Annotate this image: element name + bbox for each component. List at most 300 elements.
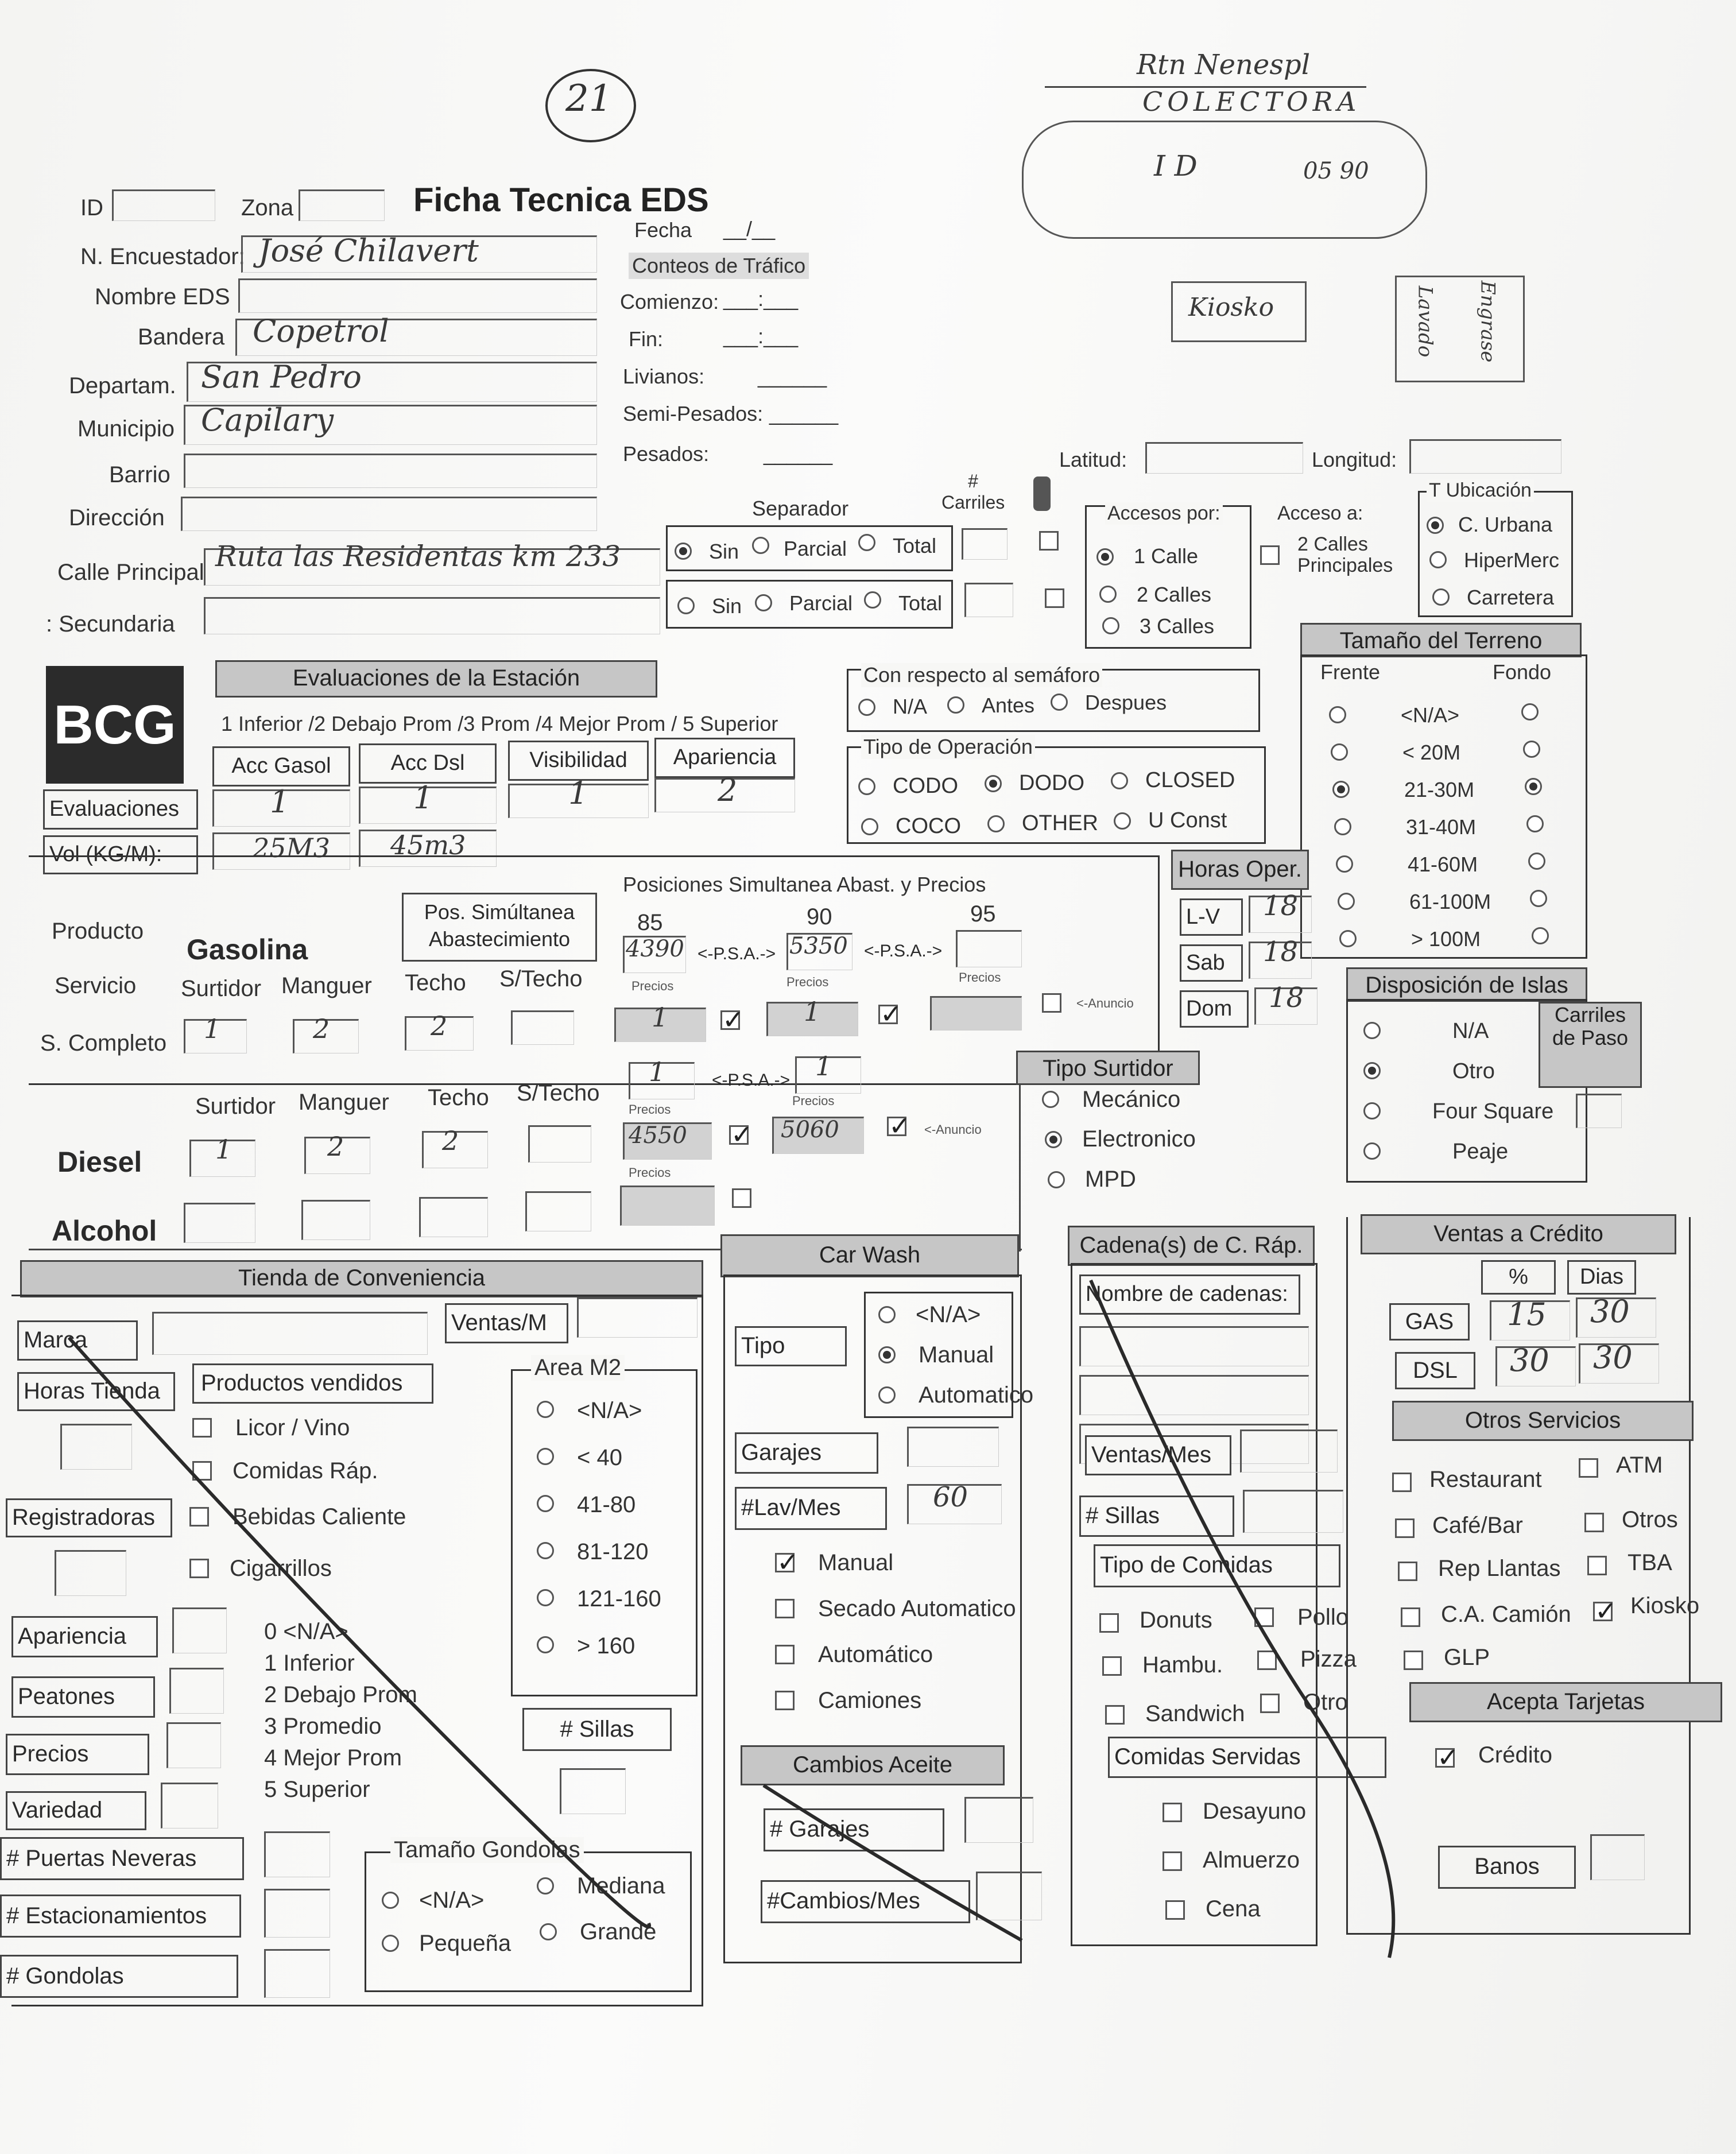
- barrio-label: Barrio: [109, 462, 170, 487]
- cigarrillos-label: Cigarrillos: [230, 1556, 332, 1581]
- tienda-ventas-label: Ventas/M: [451, 1310, 547, 1335]
- islas-option: Four Square: [1432, 1099, 1554, 1124]
- horas-sab-label: Sab: [1186, 951, 1225, 975]
- semipesados-field[interactable]: ______: [769, 402, 839, 425]
- productos-vendidos-label: Productos vendidos: [201, 1370, 403, 1396]
- bcg-logo: BCG: [46, 666, 184, 784]
- anuncio-label: <-Anuncio: [1076, 996, 1134, 1010]
- tienda-scale-item: 4 Mejor Prom: [264, 1745, 402, 1771]
- tienda-ventas-field[interactable]: [577, 1297, 698, 1338]
- secundaria-field[interactable]: [204, 597, 660, 634]
- tienda-precios-label: Precios: [12, 1741, 89, 1766]
- peatones-field[interactable]: [169, 1668, 224, 1714]
- d-anuncio2-check[interactable]: [887, 1117, 906, 1136]
- banos-label: Banos: [1474, 1854, 1540, 1879]
- acceso-a-opt: 2 Calles Principales: [1297, 533, 1393, 577]
- gasolina-label: Gasolina: [187, 933, 308, 966]
- pizza-check[interactable]: [1257, 1651, 1277, 1670]
- dsl-box: [1395, 1352, 1475, 1389]
- accesos-label: Accesos por:: [1105, 502, 1223, 525]
- cigarrillos-check[interactable]: [189, 1559, 209, 1578]
- licor-check[interactable]: [192, 1418, 212, 1438]
- terreno-fondo-radio[interactable]: [1528, 853, 1545, 870]
- marca-label: Marca: [24, 1327, 88, 1353]
- direccion-field[interactable]: [181, 497, 597, 531]
- surtidor-electronico-radio[interactable]: [1045, 1131, 1062, 1148]
- licor-label: Licor / Vino: [235, 1415, 350, 1440]
- islas-carriles-paso-text: Carriles de Paso: [1552, 1003, 1629, 1049]
- latitud-label: Latitud:: [1059, 448, 1127, 471]
- num-garajes-label: # Garajes: [770, 1816, 870, 1842]
- cambios-mes-label: #Cambios/Mes: [767, 1888, 920, 1913]
- traffic-light-icon: [1033, 476, 1051, 511]
- carwash-na: <N/A>: [916, 1302, 981, 1327]
- pollo-label: Pollo: [1297, 1605, 1348, 1630]
- carwash-na-radio[interactable]: [878, 1306, 896, 1323]
- otros-check[interactable]: [1584, 1513, 1604, 1532]
- g-manguer-label: Manguer: [281, 973, 372, 998]
- op-other-radio[interactable]: [987, 815, 1005, 832]
- carwash-automatico-radio[interactable]: [878, 1386, 896, 1404]
- area-option: > 160: [577, 1633, 636, 1659]
- tipo-comidas-label: Tipo de Comidas: [1100, 1552, 1273, 1578]
- gondolas-grande-radio[interactable]: [540, 1923, 557, 1940]
- num-garajes-field[interactable]: [964, 1797, 1033, 1843]
- evaluaciones-scale: 1 Inferior /2 Debajo Prom /3 Prom /4 Mejor Prom / 5 Superior: [221, 712, 778, 735]
- credito-dias-box: [1567, 1260, 1636, 1295]
- area-radio[interactable]: [537, 1495, 554, 1512]
- gas-dias-value: 30: [1590, 1293, 1630, 1330]
- nombre-cadenas-label: Nombre de cadenas:: [1086, 1282, 1288, 1306]
- d-anuncio1-check[interactable]: [729, 1125, 749, 1145]
- acceso-a-label: Acceso a:: [1277, 502, 1363, 524]
- d-psa1-value: 1: [649, 1056, 666, 1087]
- cadena-sillas-label: # Sillas: [1086, 1503, 1160, 1528]
- op-dodo: DODO: [1019, 771, 1084, 795]
- carriles1-field[interactable]: [962, 528, 1008, 560]
- d-surtidor-value: 1: [215, 1134, 232, 1165]
- acceso-3calles: 3 Calles: [1140, 614, 1215, 638]
- precios85-label: Precios: [631, 979, 674, 993]
- posiciones-label: Posiciones Simultanea Abast. y Precios: [623, 873, 986, 896]
- anuncio85-check[interactable]: [720, 1010, 740, 1030]
- op-closed: CLOSED: [1145, 768, 1235, 792]
- sep1-parcial-radio[interactable]: [752, 537, 769, 554]
- producto-right-line: [1019, 1085, 1021, 1252]
- credito-check[interactable]: [1435, 1748, 1455, 1768]
- registradoras-box: [6, 1498, 172, 1537]
- tienda-scale-item: 5 Superior: [264, 1777, 370, 1802]
- donuts-label: Donuts: [1140, 1607, 1212, 1633]
- comidas-servidas-label: Comidas Servidas: [1114, 1744, 1301, 1769]
- precios95-label: Precios: [959, 970, 1001, 985]
- op-dodo-radio[interactable]: [985, 775, 1002, 792]
- cw-camiones-check[interactable]: [775, 1691, 795, 1710]
- apariencia-box: [11, 1616, 158, 1657]
- variedad-field[interactable]: [161, 1783, 218, 1828]
- glp-check[interactable]: [1404, 1651, 1423, 1670]
- psa85-label: <-P.S.A.->: [698, 944, 776, 963]
- cw-manual-check[interactable]: [775, 1553, 795, 1572]
- terreno-frente-radio[interactable]: [1336, 855, 1353, 873]
- gondolas-mediana-radio[interactable]: [537, 1877, 554, 1895]
- municipio-value: Capilary: [201, 402, 334, 438]
- terreno-option: 61-100M: [1409, 890, 1491, 913]
- psa90-label: <-P.S.A.->: [864, 942, 943, 960]
- terreno-fondo-radio[interactable]: [1532, 927, 1549, 944]
- area-radio[interactable]: [537, 1401, 554, 1418]
- d-techo-value: 2: [442, 1125, 459, 1156]
- signature-note: Rtn Nenespl: [1137, 49, 1311, 81]
- islas-radio[interactable]: [1363, 1062, 1381, 1079]
- cadena-sillas-field[interactable]: [1243, 1490, 1343, 1533]
- d-manguer-label: Manguer: [299, 1090, 389, 1115]
- puertas-box: [0, 1837, 244, 1880]
- camion-label: C.A. Camión: [1441, 1602, 1571, 1627]
- g-stecho-label: S/Techo: [499, 966, 583, 991]
- terreno-fondo-radio[interactable]: [1521, 703, 1539, 720]
- islas-radio[interactable]: [1363, 1142, 1381, 1160]
- light1-check[interactable]: [1039, 531, 1059, 551]
- eval-visibilidad-value: 1: [568, 775, 588, 811]
- barrio-field[interactable]: [184, 454, 597, 488]
- d-stecho-field[interactable]: [528, 1125, 591, 1163]
- cadena-ventas-box: [1085, 1435, 1231, 1475]
- productos-vendidos-box: [192, 1363, 433, 1404]
- psa95-field[interactable]: [930, 996, 1022, 1030]
- terreno-frente-radio[interactable]: [1334, 818, 1351, 835]
- sep2-total: Total: [898, 591, 943, 615]
- glp-label: GLP: [1444, 1645, 1490, 1670]
- terreno-fondo-radio[interactable]: [1526, 815, 1544, 832]
- d-precios2-label: Precios: [792, 1094, 835, 1108]
- a-stecho-field[interactable]: [525, 1191, 591, 1231]
- almuerzo-label: Almuerzo: [1203, 1847, 1300, 1873]
- otro-label: Otro: [1303, 1690, 1348, 1715]
- gas-pct-value: 15: [1507, 1296, 1547, 1332]
- nombre-eds-field[interactable]: [238, 278, 597, 313]
- terreno-option: 41-60M: [1408, 853, 1478, 876]
- departam-value: San Pedro: [201, 359, 362, 395]
- sandwich-check[interactable]: [1105, 1705, 1125, 1725]
- tienda-scale-item: 2 Debajo Prom: [264, 1682, 417, 1707]
- kiosko-check[interactable]: [1593, 1602, 1613, 1621]
- area-option: 41-80: [577, 1492, 636, 1517]
- semipesados-label: Semi-Pesados:: [623, 402, 764, 425]
- surtidor-mecanico-radio[interactable]: [1042, 1091, 1059, 1108]
- ubicacion-carretera: Carretera: [1467, 586, 1555, 609]
- a-anuncio-check[interactable]: [732, 1188, 751, 1208]
- terreno-frente-radio[interactable]: [1332, 781, 1350, 798]
- g-techo-label: Techo: [405, 970, 466, 995]
- islas-option: N/A: [1452, 1019, 1489, 1043]
- op-codo: CODO: [893, 774, 958, 798]
- anuncio90-check[interactable]: [878, 1005, 898, 1024]
- cena-label: Cena: [1206, 1896, 1261, 1921]
- cadena-ventas-label: Ventas/Mes: [1091, 1442, 1212, 1467]
- cena-check[interactable]: [1165, 1900, 1185, 1920]
- area-radio[interactable]: [537, 1636, 554, 1653]
- acceso-1calle: 1 Calle: [1134, 544, 1199, 568]
- d-anuncio-label: <-Anuncio: [924, 1122, 982, 1137]
- livianos-label: Livianos:: [623, 365, 705, 388]
- evaluaciones-row-label: [43, 789, 198, 830]
- g-surtidor-value: 1: [204, 1013, 221, 1044]
- eval-apariencia-value: 2: [718, 772, 738, 808]
- dsl-dias-value: 30: [1593, 1339, 1633, 1376]
- calle-principal-label: Calle Principal: [57, 560, 204, 585]
- light2-check[interactable]: [1045, 588, 1064, 608]
- tba-check[interactable]: [1587, 1556, 1607, 1575]
- zona-label: Zona: [241, 195, 294, 220]
- area-radio[interactable]: [537, 1589, 554, 1606]
- d-surtidor-label: Surtidor: [195, 1094, 276, 1119]
- op-coco-radio[interactable]: [861, 818, 878, 835]
- bebidas-label: Bebidas Caliente: [232, 1504, 406, 1529]
- operacion-label: Tipo de Operación: [861, 735, 1035, 759]
- terreno-frente-radio[interactable]: [1331, 743, 1348, 761]
- comidas-label: Comidas Ráp.: [232, 1458, 378, 1483]
- estacionamientos-label: # Estacionamientos: [6, 1903, 207, 1928]
- pesados-label: Pesados:: [623, 442, 710, 466]
- producto-label: Producto: [52, 919, 144, 944]
- id-field[interactable]: [112, 189, 215, 221]
- eval-acc-gasol-value: 1: [270, 784, 290, 820]
- cadena-ventas-field[interactable]: [1240, 1429, 1338, 1473]
- sep1-total-radio[interactable]: [858, 534, 875, 551]
- atm-check[interactable]: [1579, 1458, 1598, 1478]
- horas-tienda-field[interactable]: [60, 1424, 132, 1470]
- gas-label: GAS: [1405, 1309, 1454, 1334]
- latitud-field[interactable]: [1145, 442, 1303, 474]
- terreno-frente-radio[interactable]: [1339, 930, 1357, 947]
- tienda-precios-field[interactable]: [166, 1722, 221, 1768]
- fin-field[interactable]: ___:___: [723, 324, 799, 348]
- desayuno-check[interactable]: [1162, 1803, 1182, 1822]
- cw-automatico-check[interactable]: [775, 1645, 795, 1664]
- pizza-label: Pizza: [1300, 1647, 1357, 1672]
- comidas-servidas-box: [1108, 1737, 1386, 1778]
- ubicacion-urbana-radio[interactable]: [1427, 517, 1444, 534]
- longitud-field[interactable]: [1409, 439, 1561, 474]
- bebidas-check[interactable]: [189, 1507, 209, 1527]
- area-radio[interactable]: [537, 1542, 554, 1559]
- terreno-fondo-radio[interactable]: [1525, 778, 1542, 795]
- sep2-sin-radio[interactable]: [677, 597, 695, 614]
- carwash-tipo-box: [735, 1326, 847, 1366]
- cw-automatico-label: Automático: [818, 1642, 933, 1667]
- price95-field[interactable]: [956, 930, 1022, 967]
- vol1-value: 25M3: [253, 832, 330, 863]
- marca-field[interactable]: [152, 1312, 428, 1355]
- sep1-sin-radio[interactable]: [675, 543, 692, 560]
- peatones-box: [11, 1676, 155, 1718]
- carriles2-field[interactable]: [964, 583, 1013, 617]
- ubicacion-hipermerc-radio[interactable]: [1429, 551, 1447, 568]
- cambios-header: Cambios Aceite: [741, 1745, 1005, 1785]
- surtidor-electronico: Electronico: [1082, 1126, 1196, 1152]
- tienda-sillas-label: # Sillas: [560, 1717, 634, 1742]
- sep2-total-radio[interactable]: [864, 591, 881, 609]
- area-radio[interactable]: [537, 1448, 554, 1465]
- lav-mes-value: 60: [933, 1481, 968, 1513]
- evaluaciones-row-text: Evaluaciones: [49, 797, 180, 821]
- g-surtidor-label: Surtidor: [181, 976, 262, 1001]
- acceso-3calles-radio[interactable]: [1102, 617, 1119, 634]
- comienzo-field[interactable]: ___:___: [723, 287, 799, 311]
- vol2-value: 45m3: [390, 830, 466, 861]
- op-codo-radio[interactable]: [858, 778, 875, 795]
- marca-label-box: [17, 1320, 138, 1361]
- acceso-a-check[interactable]: [1260, 545, 1280, 565]
- g-stecho-field[interactable]: [511, 1010, 574, 1045]
- terreno-fondo-radio[interactable]: [1523, 741, 1540, 758]
- a-price-field[interactable]: [620, 1186, 715, 1226]
- camion-check[interactable]: [1401, 1607, 1420, 1627]
- cadena2-field[interactable]: [1079, 1375, 1309, 1415]
- cw-secado-label: Secado Automatico: [818, 1596, 1016, 1621]
- gondolas-label: # Gondolas: [6, 1963, 124, 1989]
- estacionamientos-field[interactable]: [264, 1889, 330, 1938]
- engrase-note: Engrase: [1476, 280, 1499, 363]
- horas-lv-label: L-V: [1186, 905, 1220, 929]
- gondolas-pequena-radio[interactable]: [382, 1935, 399, 1952]
- tienda-scale-item: 1 Inferior: [264, 1651, 355, 1676]
- gondolas-grande: Grande: [580, 1919, 657, 1944]
- form-title: Ficha Tecnica EDS: [413, 181, 709, 219]
- gondolas-field[interactable]: [264, 1949, 330, 1998]
- d-psa-label: <-P.S.A.->: [712, 1071, 790, 1090]
- comidas-check[interactable]: [192, 1461, 212, 1481]
- anuncio95-check[interactable]: [1042, 993, 1061, 1013]
- carwash-tipo-label: Tipo: [741, 1333, 785, 1358]
- garajes-field[interactable]: [907, 1427, 999, 1467]
- cadena-sillas-box: [1079, 1496, 1234, 1537]
- zona-field[interactable]: [299, 189, 385, 221]
- sep1-sin: Sin: [709, 540, 739, 563]
- bandera-label: Bandera: [138, 324, 225, 350]
- cadena1-field[interactable]: [1079, 1326, 1309, 1366]
- pollo-check[interactable]: [1254, 1607, 1274, 1627]
- semaforo-despues-radio[interactable]: [1051, 694, 1068, 711]
- livianos-field[interactable]: ______: [758, 365, 827, 388]
- hambu-check[interactable]: [1102, 1656, 1122, 1676]
- num-garajes-box: [764, 1808, 944, 1851]
- tipo-comidas-box: [1094, 1544, 1340, 1587]
- a-techo-field[interactable]: [419, 1197, 488, 1237]
- visibilidad-text: Visibilidad: [529, 748, 627, 772]
- op-closed-radio[interactable]: [1111, 772, 1128, 789]
- terreno-frente-radio[interactable]: [1329, 706, 1346, 723]
- registradoras-label: Registradoras: [12, 1505, 156, 1530]
- credito-dias: Dias: [1579, 1265, 1624, 1289]
- islas-radio[interactable]: [1363, 1022, 1381, 1039]
- sep2-parcial-radio[interactable]: [755, 594, 772, 611]
- gondolas-na-radio[interactable]: [382, 1892, 399, 1909]
- evaluaciones-header: Evaluaciones de la Estación: [215, 660, 657, 698]
- banos-field[interactable]: [1590, 1834, 1645, 1880]
- hambu-label: Hambu.: [1142, 1652, 1223, 1678]
- terreno-option: > 100M: [1411, 927, 1481, 951]
- ubicacion-carretera-radio[interactable]: [1432, 588, 1450, 606]
- terreno-option: < 20M: [1402, 741, 1461, 764]
- g-techo-value: 2: [431, 1010, 448, 1041]
- islas-radio[interactable]: [1363, 1102, 1381, 1119]
- carwash-manual: Manual: [919, 1342, 994, 1367]
- kiosko-label: Kiosko: [1630, 1593, 1700, 1618]
- d-psa2-value: 1: [815, 1051, 832, 1082]
- fecha-label: Fecha: [634, 218, 692, 242]
- semaforo-antes-radio[interactable]: [947, 696, 964, 714]
- a-manguer-field[interactable]: [301, 1200, 370, 1240]
- terreno-fondo-radio[interactable]: [1530, 890, 1547, 907]
- d-precios1-label: Precios: [629, 1102, 671, 1117]
- acceso-1calle-radio[interactable]: [1096, 548, 1114, 565]
- semaforo-na-radio[interactable]: [858, 699, 875, 716]
- calle-principal-value: Ruta las Residentas km 233: [215, 540, 621, 573]
- tienda-apariencia-field[interactable]: [172, 1607, 227, 1653]
- credito-pct-box: [1481, 1260, 1556, 1295]
- ubicacion-hipermerc: HiperMerc: [1464, 548, 1560, 572]
- d-price2-value: 5060: [781, 1117, 839, 1143]
- carwash-manual-radio[interactable]: [878, 1346, 896, 1363]
- rep-check[interactable]: [1398, 1562, 1417, 1581]
- carriles-label: # Carriles: [941, 471, 1005, 513]
- puertas-field[interactable]: [264, 1831, 330, 1877]
- op-uconst-radio[interactable]: [1114, 812, 1131, 830]
- conteos-label: Conteos de Tráfico: [629, 253, 809, 279]
- horas-lv-value: 18: [1263, 890, 1299, 922]
- municipio-label: Municipio: [78, 416, 175, 441]
- surtidor-mpd-radio[interactable]: [1048, 1171, 1065, 1188]
- apariencia-text: Apariencia: [673, 745, 777, 769]
- acc-gasol-text: Acc Gasol: [231, 754, 331, 778]
- cadena-header: Cadena(s) de C. Ráp.: [1068, 1226, 1315, 1266]
- registradoras-field[interactable]: [55, 1550, 126, 1596]
- semaforo-na: N/A: [893, 695, 928, 718]
- tienda-sillas-box: [522, 1708, 672, 1751]
- op-coco: COCO: [896, 814, 961, 838]
- terreno-frente-radio[interactable]: [1338, 893, 1355, 910]
- fecha-field[interactable]: __/__: [723, 217, 776, 241]
- islas-carriles-field[interactable]: [1576, 1094, 1622, 1128]
- cambios-mes-field[interactable]: [976, 1872, 1042, 1920]
- cw-secado-check[interactable]: [775, 1599, 795, 1618]
- otro-check[interactable]: [1260, 1694, 1280, 1713]
- donuts-check[interactable]: [1099, 1613, 1119, 1633]
- credito-label: Crédito: [1478, 1742, 1552, 1768]
- tienda-sillas-field[interactable]: [560, 1768, 626, 1814]
- bandera-value: Copetrol: [253, 313, 389, 349]
- sandwich-label: Sandwich: [1145, 1701, 1245, 1726]
- pesados-field[interactable]: ______: [764, 442, 833, 466]
- op-other: OTHER: [1022, 811, 1098, 835]
- cw-manual-label: Manual: [818, 1550, 894, 1575]
- almuerzo-check[interactable]: [1162, 1851, 1182, 1871]
- ubicacion-label: T Ubicación: [1427, 479, 1534, 502]
- diesel-label: Diesel: [57, 1146, 142, 1178]
- cafe-check[interactable]: [1395, 1518, 1415, 1538]
- semaforo-label: Con respecto al semáforo: [861, 663, 1102, 687]
- a-surtidor-field[interactable]: [184, 1203, 255, 1243]
- circled-number-text: 21: [565, 78, 613, 120]
- acceso-2calles-radio[interactable]: [1099, 586, 1117, 603]
- restaurant-check[interactable]: [1392, 1473, 1412, 1492]
- oct90: 90: [807, 904, 832, 929]
- separador-label: Separador: [752, 497, 849, 520]
- colectora-note: COLECTORA: [1142, 86, 1361, 117]
- acc-dsl-header: [359, 743, 497, 784]
